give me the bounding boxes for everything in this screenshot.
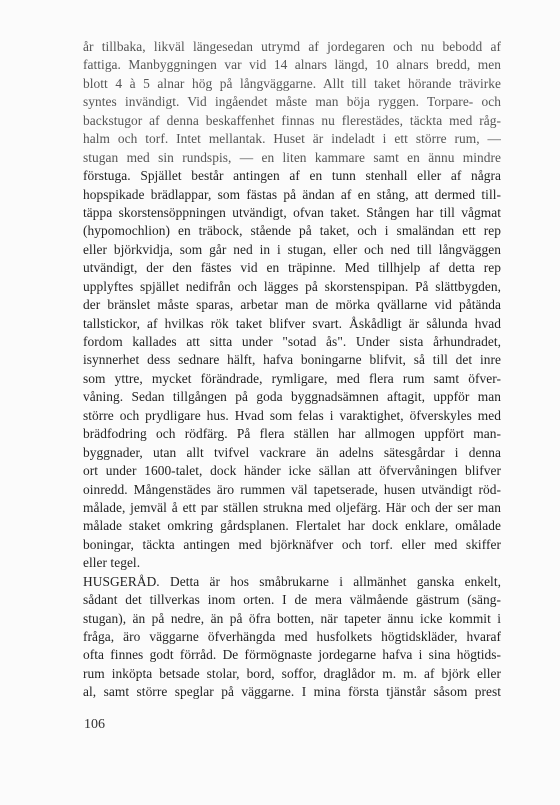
text-line: oinredd. Mångenstädes äro rummen väl tapetserade, husen utvändigt röd-: [83, 481, 501, 497]
text-line: upplyftes spjället nedifrån och lägges på skorstenspipan. På slättbygden,: [83, 278, 501, 294]
text-line: våning. Sedan tillgången på goda byggnadsämnen aftagit, uppför man: [83, 389, 501, 405]
text-line: år tillbaka, likväl längesedan utrymd af jordegaren och nu bebodd af: [83, 39, 501, 54]
text-line: rum inköpta betsade stolar, bord, soffor, draglådor m. m. af björk eller: [83, 665, 501, 681]
text-line: förstuga. Spjället består antingen af en tunn stenhall eller af några: [83, 168, 501, 184]
text-line: sådant det tillverkas inom orten. I de mera välmående gästrum (säng-: [83, 592, 501, 608]
section-heading-line: HUSGERÅD. Detta är hos småbrukarne i allmänhet ganska enkelt,: [83, 573, 501, 589]
text-line: tallstickor, af hvilkas rök taket blifver svart. Åskådligt är sålunda hvad: [83, 315, 501, 331]
text-line: målade staket omkring gårdsplanen. Flertalet har dock enklare, omålade: [83, 518, 501, 534]
text-line: backstugor af denna beskaffenhet finnas nu flerestädes, täckta med råg-: [83, 112, 501, 128]
text-line: täppa skorstensöppningen utvändigt, ofvan taket. Stången har till vågmat: [83, 204, 501, 220]
text-line: (hypomochlion) en träbock, stående på taket, och i smaländan ett rep: [83, 223, 501, 239]
text-line: fordom kallades att sitta under "sotad ås". Under sista århundradet,: [83, 334, 501, 349]
text-line: brädfodring och rödfärg. På flera ställen har allmogen uppfört man-: [83, 426, 501, 442]
text-line: utvändigt, der den fästes vid en träpinne. Med tillhjelp af detta rep: [83, 260, 501, 276]
text-line: ofta finnes godt förråd. De förmögnaste jordegarne hafva i sina högtids-: [83, 647, 501, 663]
text-line: isynnerhet dess sednare hälft, hafva boningarne blifvit, så till det inre: [83, 352, 501, 368]
text-line: hopspikade brädlappar, som fästas på ändan af en stång, att dermed till-: [83, 186, 501, 202]
page-number: 106: [84, 717, 105, 732]
text-line: boningar, täckta antingen med björknäfver och torf. eller med skiffer: [83, 536, 501, 552]
text-line: blott 4 à 5 alnar hög på långväggarne. Allt till taket hörande trävirke: [83, 75, 501, 91]
text-line: fråga, äro väggarne öfverhängda med husfolkets högtidskläder, hvaraf: [83, 629, 501, 644]
text-line: stugan med sin rundspis, — en liten kammare samt en ännu mindre: [83, 149, 501, 165]
text-line: byggnader, utan allt tvifvel vackrare än adelns sätesgårdar i denna: [83, 444, 501, 460]
text-line: som yttre, mycket förändrade, rymligare, med flera rum samt öfver-: [83, 370, 501, 386]
body-text: [83, 38, 501, 702]
text-line: al, samt större speglar på väggarne. I mina första tjänstår såsom prest: [83, 684, 501, 700]
text-line: stugan), än på nedre, än på öfra botten, när tapeter ännu icke kommit i: [83, 610, 501, 626]
text-line: ort under 1600-talet, dock händer icke sällan att öfvervåningen blifver: [83, 463, 501, 479]
text-line: fattiga. Manbyggningen var vid 14 alnars längd, 10 alnars bredd, men: [83, 57, 501, 73]
text-line: eller björkvidja, som går ned in i stugan, eller och ned till långväggen: [83, 241, 501, 257]
text-line: större och prydligare hus. Hvad som felas i varaktighet, öfverskyles med: [83, 407, 501, 423]
text-line: målade, jemväl å ett par ställen strukna med oljefärg. Här och der ser man: [83, 499, 501, 515]
text-line: eller tegel.: [83, 555, 141, 571]
text-line: der bränslet måste sparas, arbetar man de mörka qvällarne vid påtända: [83, 297, 501, 313]
text-line: halm och torf. Intet mellantak. Huset är indeladt i ett större rum, —: [83, 131, 501, 147]
text-line: syntes invändigt. Vid ingåendet måste man böja ryggen. Torpare- och: [83, 94, 501, 110]
